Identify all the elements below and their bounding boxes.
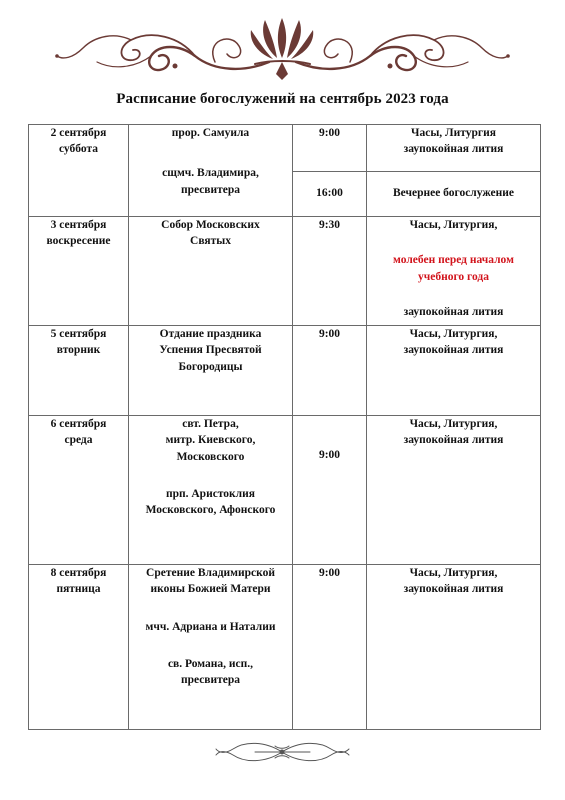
time-cell: 9:30 (293, 217, 367, 326)
date-text: 8 сентября (50, 567, 107, 579)
service-line: заупокойная лития (403, 143, 504, 156)
bottom-ornament-icon (215, 737, 350, 767)
weekday-text: среда (64, 434, 93, 447)
saints-cell (129, 416, 293, 565)
highlight-service-line: учебного года (418, 270, 489, 283)
saints-cell (129, 125, 293, 217)
saint-line: Собор Московских (161, 219, 260, 231)
date-text: 3 сентября (50, 219, 107, 231)
saint-line: пресвитера (180, 674, 241, 687)
saint-line: Сретение Владимирской (146, 567, 275, 579)
saint-line: прор. Самуила (171, 127, 250, 139)
saint-line: Московского (176, 450, 245, 463)
time-cell: 9:00 (293, 125, 367, 172)
table-row (29, 326, 541, 416)
weekday-text: суббота (58, 143, 99, 156)
table-row (29, 416, 541, 565)
saint-line: иконы Божией Матери (150, 583, 271, 596)
date-cell (29, 326, 129, 416)
service-line: Часы, Литургия (411, 127, 496, 139)
saint-line: Успения Пресвятой (159, 344, 262, 357)
saint-line: Богородицы (178, 360, 243, 373)
service-line: заупокойная лития (403, 305, 504, 318)
time-cell: 16:00 (293, 172, 367, 217)
saint-line: сщмч. Владимира, (162, 167, 259, 180)
saint-line: мчч. Адриана и Наталии (145, 620, 276, 633)
weekday-text: воскресение (46, 235, 111, 248)
highlight-service-line: молебен перед началом (393, 254, 514, 267)
date-text: 5 сентября (50, 328, 107, 340)
service-cell (367, 172, 541, 217)
time-cell: 9:00 (293, 326, 367, 416)
saints-cell (129, 565, 293, 730)
service-cell (367, 326, 541, 416)
time-cell: 9:00 (293, 565, 367, 730)
saints-cell (129, 217, 293, 326)
top-ornament-icon (55, 10, 510, 82)
weekday-text: пятница (56, 583, 101, 596)
weekday-text: вторник (56, 344, 101, 357)
table-row (29, 217, 541, 326)
time-cell: 9:00 (293, 416, 367, 565)
saint-line: свт. Петра, (182, 418, 239, 430)
page-title: Расписание богослужений на сентябрь 2023 года (116, 91, 449, 107)
saint-line: Московского, Афонского (145, 504, 276, 517)
date-cell (29, 217, 129, 326)
saint-line: Святых (190, 235, 231, 248)
schedule-table (28, 124, 541, 730)
saints-cell (129, 326, 293, 416)
service-line: Часы, Литургия, (409, 418, 498, 430)
saint-line: прп. Аристоклия (165, 487, 255, 500)
service-line: Часы, Литургия, (409, 567, 498, 579)
saint-line: св. Романа, исп., (167, 657, 254, 670)
table-row (29, 565, 541, 730)
saint-line: митр. Киевского, (165, 434, 256, 447)
table-row (29, 125, 541, 172)
service-cell (367, 565, 541, 730)
service-cell (367, 217, 541, 326)
service-line: заупокойная лития (403, 434, 504, 447)
date-cell (29, 416, 129, 565)
service-line: Часы, Литургия, (409, 219, 498, 231)
service-line: заупокойная лития (403, 583, 504, 596)
date-text: 6 сентября (50, 418, 107, 430)
saint-line: пресвитера (180, 183, 241, 196)
service-line: Вечернее богослужение (392, 187, 515, 199)
service-line: Часы, Литургия, (409, 328, 498, 340)
date-text: 2 сентября (50, 127, 107, 139)
service-cell (367, 416, 541, 565)
service-line: заупокойная лития (403, 344, 504, 357)
date-cell (29, 125, 129, 217)
service-cell (367, 125, 541, 172)
saint-line: Отдание праздника (159, 328, 262, 340)
date-cell (29, 565, 129, 730)
